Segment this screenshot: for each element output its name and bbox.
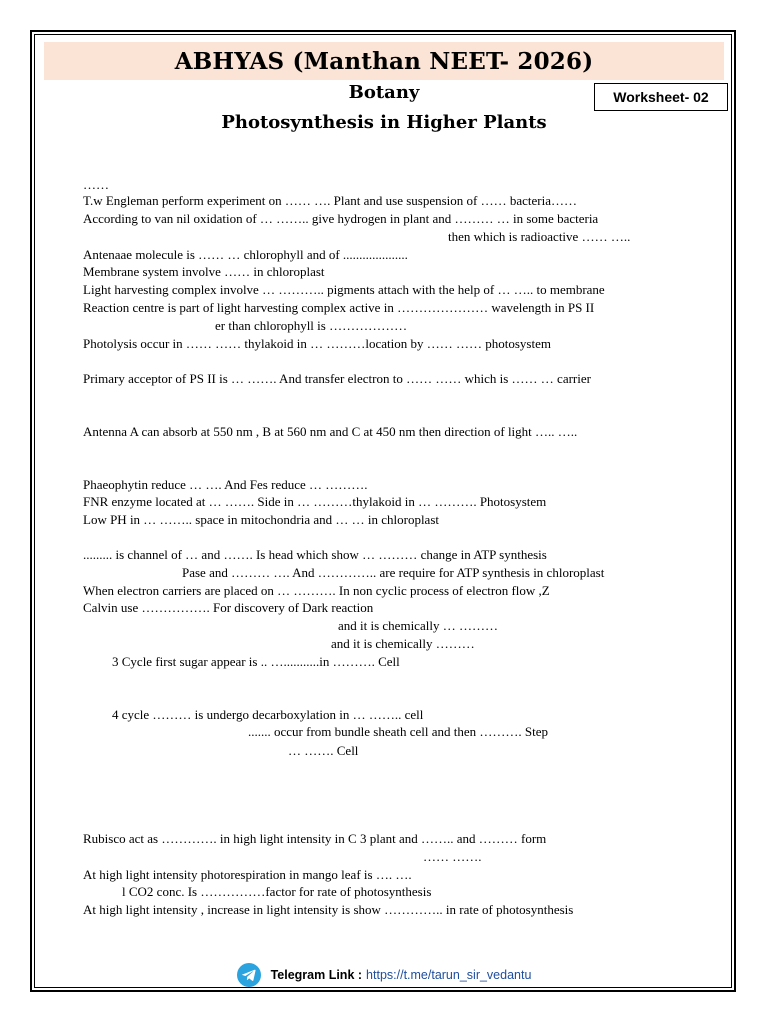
question-line: When electron carriers are placed on … ………. In non cyclic process of electron flow ,Z — [83, 583, 550, 598]
question-line: l CO2 conc. Is ……………factor for rate of photosynthesis — [122, 884, 432, 899]
question-line: Reaction centre is part of light harvesting complex active in ………………… wavelength in PS II — [83, 300, 595, 315]
question-line: 4 cycle ……… is undergo decarboxylation in … …….. cell — [112, 707, 424, 722]
question-line: and it is chemically ……… — [331, 636, 475, 651]
question-line: … ……. Cell — [288, 743, 359, 758]
question-line: …… ……. — [423, 849, 482, 864]
question-line: Pase and ……… …. And ………….. are require for ATP synthesis in chloroplast — [182, 565, 605, 580]
subject-heading: Botany — [348, 82, 420, 103]
question-line: FNR enzyme located at … ……. Side in … ………thylakoid in … ………. Photosystem — [83, 494, 547, 509]
question-line: Phaeophytin reduce … …. And Fes reduce … ………. — [83, 477, 368, 492]
question-line: Antenna A can absorb at 550 nm , B at 560 nm and C at 450 nm then direction of light ….. ….. — [83, 424, 578, 439]
telegram-icon — [237, 963, 261, 987]
question-line: At high light intensity photorespiration in mango leaf is …. …. — [83, 867, 412, 882]
question-line: ......... is channel of … and ……. Is head which show … ……… change in ATP synthesis — [83, 547, 547, 562]
question-line: Rubisco act as …………. in high light intensity in C 3 plant and …….. and ……… form — [83, 831, 547, 846]
question-line: Antenaae molecule is …… … chlorophyll and of .................... — [83, 247, 408, 262]
question-line: Photolysis occur in …… …… thylakoid in … ………location by …… …… photosystem — [83, 336, 551, 351]
question-line: then which is radioactive …… ….. — [448, 229, 631, 244]
question-line: 3 Cycle first sugar appear is .. …...........in ………. Cell — [112, 654, 400, 669]
question-line: er than chlorophyll is ……………… — [215, 318, 408, 333]
question-line: Membrane system involve …… in chloroplast — [83, 264, 325, 279]
question-line: Calvin use ……………. For discovery of Dark reaction — [83, 600, 374, 615]
telegram-footer — [0, 963, 768, 987]
question-line: Primary acceptor of PS II is … ……. And transfer electron to …… …… which is …… … carrier — [83, 371, 591, 386]
question-line: ....... occur from bundle sheath cell and then ………. Step — [248, 724, 549, 739]
worksheet-title: ABHYAS (Manthan NEET- 2026) — [44, 42, 724, 80]
question-line: According to van nil oxidation of … …….. give hydrogen in plant and ……… … in some bacteria — [83, 211, 599, 226]
question-line: …… — [83, 177, 109, 192]
telegram-link-label: Telegram Link : — [270, 968, 363, 982]
question-line: and it is chemically … ……… — [338, 618, 498, 633]
question-line: At high light intensity , increase in light intensity is show ………….. in rate of photosynthesis — [83, 902, 574, 917]
question-line: Low PH in … …….. space in mitochondria and … … in chloroplast — [83, 512, 440, 527]
telegram-link[interactable]: https://t.me/tarun_sir_vedantu — [366, 968, 532, 982]
question-line: T.w Engleman perform experiment on …… …. Plant and use suspension of …… bacteria…… — [83, 193, 578, 208]
question-line: Light harvesting complex involve … ……….. pigments attach with the help of … ….. to membrane — [83, 282, 605, 297]
chapter-heading: Photosynthesis in Higher Plants — [221, 112, 547, 133]
worksheet-number-badge: Worksheet- 02 — [594, 83, 728, 111]
